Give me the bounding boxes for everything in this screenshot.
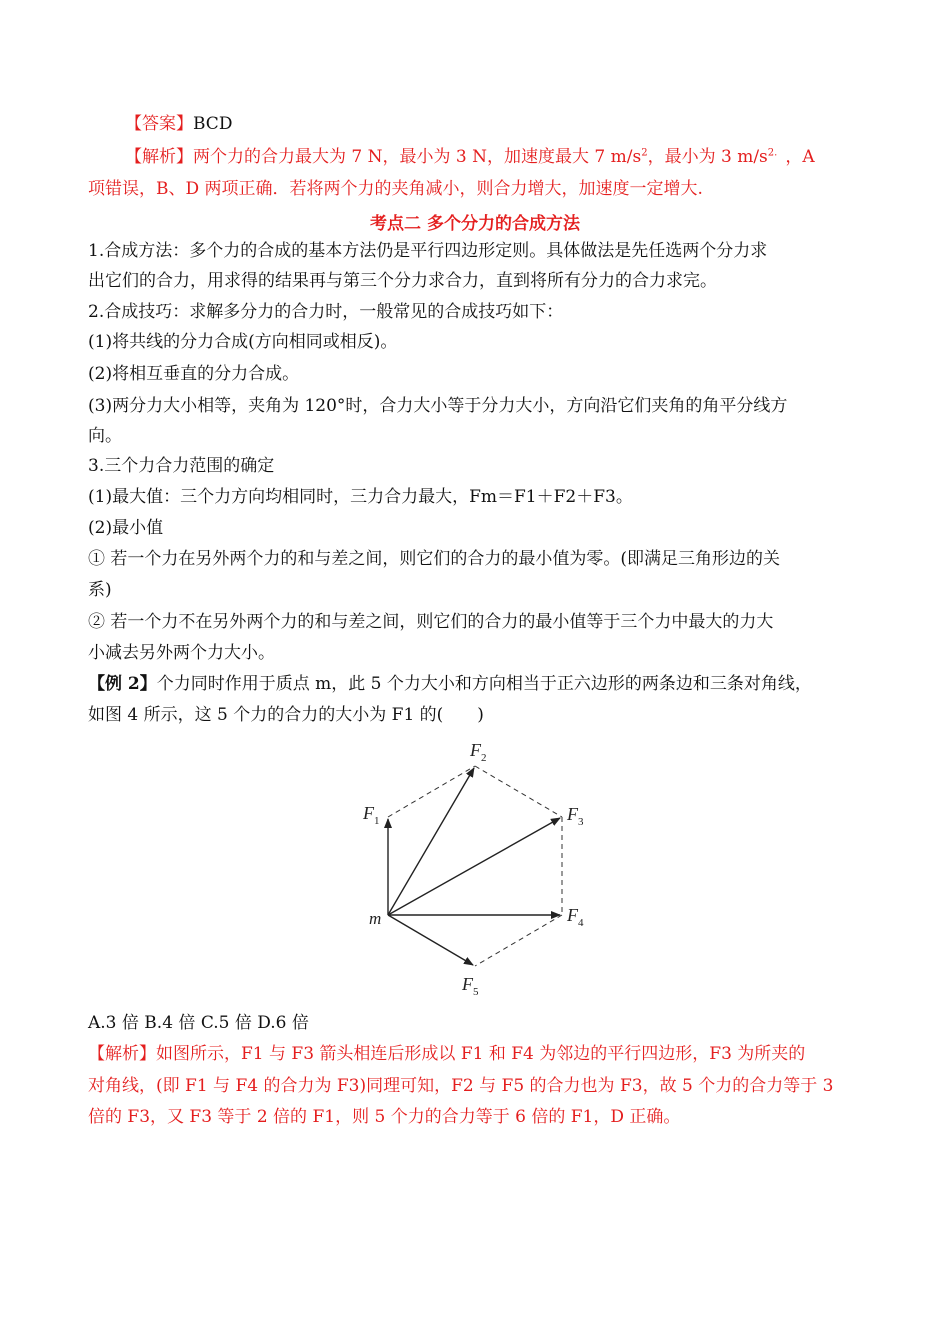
body-line: (1)将共线的分力合成(方向相同或相反)。 xyxy=(88,332,398,352)
point-m-label: m xyxy=(369,909,382,928)
body-line: 3.三个力合力范围的确定 xyxy=(88,456,275,476)
analysis2-label: 【解析】 xyxy=(88,1044,156,1064)
body-line: 1.合成方法：多个力的合成的基本方法仍是平行四边形定则。具体做法是先任选两个分力求 xyxy=(88,241,768,261)
force-arrow-f3 xyxy=(388,818,560,915)
body-line: 向。 xyxy=(88,426,122,446)
f5-label: $F_5$ xyxy=(462,974,479,998)
answer-label: 【答案】 xyxy=(125,114,193,134)
example-line1: 【例 2】个力同时作用于质点 m，此 5 个力大小和方向相当于正六边形的两条边和三条对角线， xyxy=(88,674,812,694)
answer-line xyxy=(125,113,232,135)
body-line: (2)最小值 xyxy=(88,518,164,538)
f1-label: $F_1$ xyxy=(363,803,380,827)
body-line: (3)两分力大小相等，夹角为 120°时，合力大小等于分力大小，方向沿它们夹角的角平分线方 xyxy=(88,396,788,416)
analysis2-line2: 对角线，(即 F1 与 F4 的合力为 F3)同理可知，F2 与 F5 的合力也为 F3，故 5 个力的合力等于 3 xyxy=(88,1076,834,1096)
force-arrow-f2 xyxy=(388,768,474,915)
f3-label: $F_3$ xyxy=(567,804,584,828)
force-hexagon-figure xyxy=(355,738,605,1003)
answer-options: A.3 倍 B.4 倍 C.5 倍 D.6 倍 xyxy=(88,1013,309,1033)
analysis1-line1: 【解析】两个力的合力最大为 7 N，最小为 3 N，加速度最大 7 $m/s^2$，最小为 3 $m/s^{2.}$ ，A xyxy=(125,147,815,167)
analysis1-label: 【解析】 xyxy=(125,147,193,167)
example-label: 【例 2】 xyxy=(88,674,157,694)
f2-label: $F_2$ xyxy=(470,740,487,764)
body-line: 小减去另外两个力大小。 xyxy=(88,643,275,663)
force-arrow-f5 xyxy=(388,915,473,965)
body-line: (2)将相互垂直的分力合成。 xyxy=(88,364,300,384)
section-title: 考点二 多个分力的合成方法 xyxy=(370,214,580,234)
analysis1-line2: 项错误，B、D 两项正确．若将两个力的夹角减小，则合力增大，加速度一定增大. xyxy=(88,179,703,199)
example-line2: 如图 4 所示，这 5 个力的合力的大小为 F1 的( ) xyxy=(88,705,484,725)
answer-value: BCD xyxy=(193,114,233,134)
analysis2-line1: 【解析】如图所示，F1 与 F3 箭头相连后形成以 F1 和 F4 为邻边的平行四边形，F3 为所夹的 xyxy=(88,1044,806,1064)
analysis2-line3: 倍的 F3，又 F3 等于 2 倍的 F1，则 5 个力的合力等于 6 倍的 F1，D 正确。 xyxy=(88,1107,681,1127)
body-line: 系) xyxy=(88,580,112,600)
body-line: ② 若一个力不在另外两个力的和与差之间，则它们的合力的最小值等于三个力中最大的力大 xyxy=(88,612,774,632)
body-line: (1)最大值：三个力方向均相同时，三力合力最大，Fm＝F1＋F2＋F3。 xyxy=(88,487,633,507)
body-line: 2.合成技巧：求解多分力的合力时，一般常见的合成技巧如下： xyxy=(88,302,564,322)
body-line: ① 若一个力在另外两个力的和与差之间，则它们的合力的最小值为零。(即满足三角形边的关 xyxy=(88,549,781,569)
body-line: 出它们的合力，用求得的结果再与第三个分力求合力，直到将所有分力的合力求完。 xyxy=(88,271,717,291)
f4-label: $F_4$ xyxy=(567,905,584,929)
